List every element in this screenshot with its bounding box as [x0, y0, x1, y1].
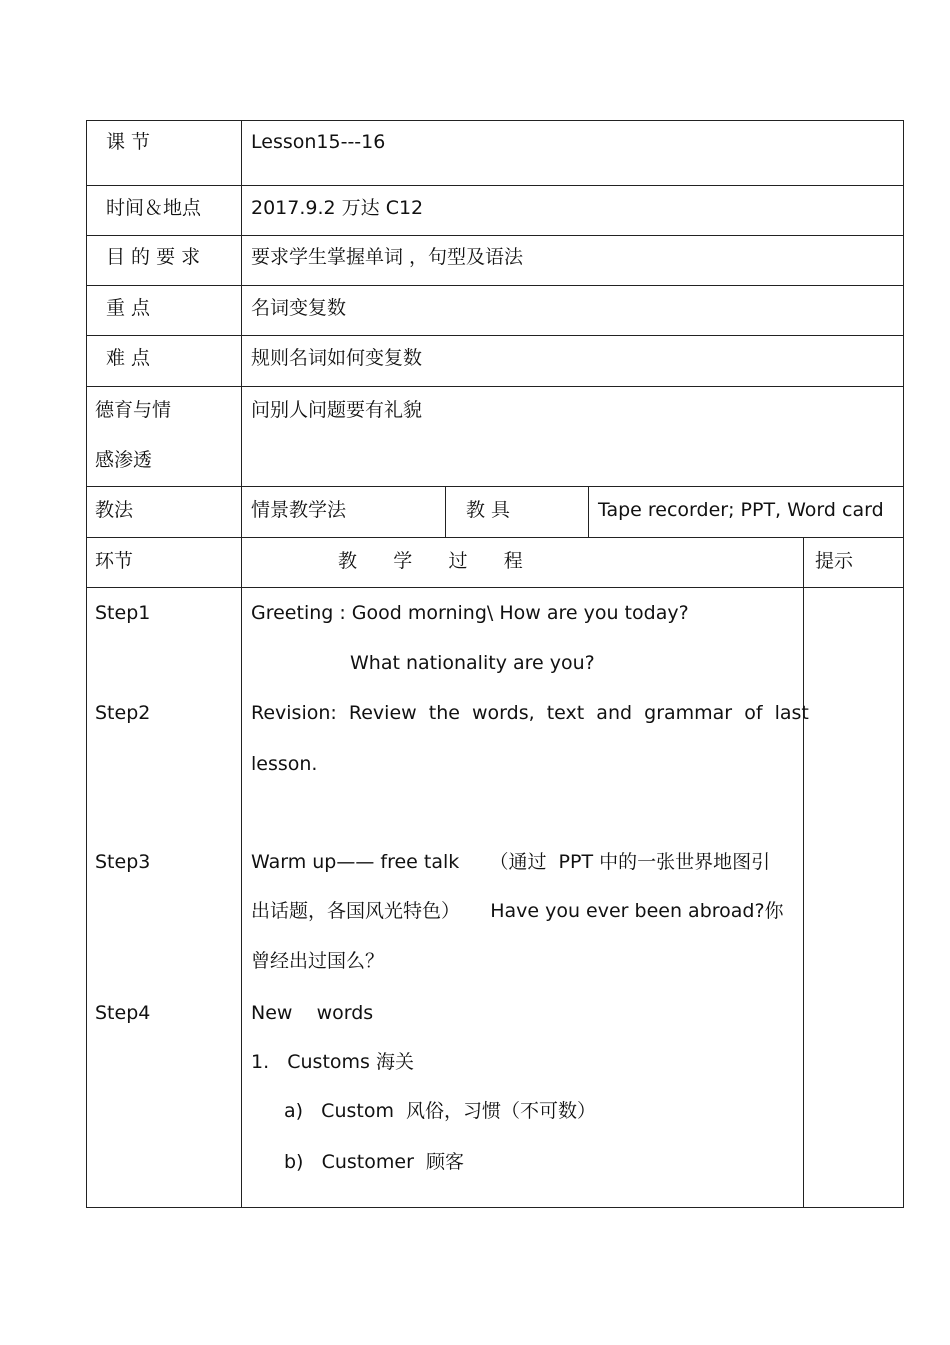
- step4-item1: 1. Customs 海关: [251, 1051, 414, 1073]
- objectives-value: 要求学生掌握单词 ，句型及语法: [251, 246, 524, 268]
- moral-label-line1: 德育与情: [95, 399, 172, 421]
- stage-header: 环节: [95, 550, 134, 572]
- column-divider: [241, 120, 242, 1208]
- method-label: 教法: [95, 499, 134, 521]
- column-divider-hint: [803, 537, 804, 1208]
- time-place-label: 时间＆地点: [106, 197, 202, 219]
- step3-line1: Warm up—— free talk （通过 PPT 中的一张世界地图引: [251, 851, 771, 873]
- lesson-label: 课 节: [106, 131, 151, 153]
- row-divider: [86, 587, 904, 588]
- step2-line2: lesson.: [251, 753, 318, 775]
- difficulties-label: 难 点: [106, 347, 151, 369]
- step1-line1: Greeting : Good morning\ How are you today?: [251, 602, 689, 624]
- column-divider-tools: [445, 486, 446, 537]
- step3-line2: 出话题，各国风光特色） Have you ever been abroad?你: [251, 900, 784, 922]
- time-place-value: 2017.9.2 万达 C12: [251, 197, 424, 219]
- hint-header: 提示: [815, 550, 854, 572]
- step1-line2: What nationality are you?: [350, 652, 595, 674]
- table-border-bottom: [86, 1207, 904, 1208]
- step2-line1: Revision: Review the words, text and grammar of last: [251, 702, 809, 724]
- lesson-value: Lesson15---16: [251, 131, 386, 153]
- row-divider: [86, 185, 904, 186]
- method-value: 情景教学法: [251, 499, 347, 521]
- step1-label: Step1: [95, 602, 151, 624]
- moral-label-line2: 感渗透: [95, 449, 153, 471]
- row-divider: [86, 285, 904, 286]
- step2-label: Step2: [95, 702, 151, 724]
- moral-value: 问别人问题要有礼貌: [251, 399, 423, 421]
- step4-label: Step4: [95, 1002, 151, 1024]
- key-points-value: 名词变复数: [251, 297, 347, 319]
- row-divider: [86, 537, 904, 538]
- table-border-left: [86, 120, 87, 1208]
- tools-value: Tape recorder; PPT, Word card: [598, 499, 884, 521]
- tools-label: 教 具: [466, 499, 511, 521]
- objectives-label: 目 的 要 求: [106, 246, 201, 268]
- row-divider: [86, 386, 904, 387]
- process-header: 教 学 过 程: [338, 550, 523, 572]
- key-points-label: 重 点: [106, 297, 151, 319]
- row-divider: [86, 235, 904, 236]
- column-divider-tools-value: [588, 486, 589, 537]
- row-divider: [86, 335, 904, 336]
- step4-item1b: b) Customer 顾客: [284, 1151, 464, 1173]
- step4-heading: New words: [251, 1002, 374, 1024]
- difficulties-value: 规则名词如何变复数: [251, 347, 423, 369]
- row-divider: [86, 486, 904, 487]
- step4-item1a: a) Custom 风俗，习惯（不可数）: [284, 1100, 597, 1122]
- table-border-top: [86, 120, 904, 121]
- step3-label: Step3: [95, 851, 151, 873]
- table-border-right: [903, 120, 904, 1208]
- step3-line3: 曾经出过国么？: [251, 950, 385, 972]
